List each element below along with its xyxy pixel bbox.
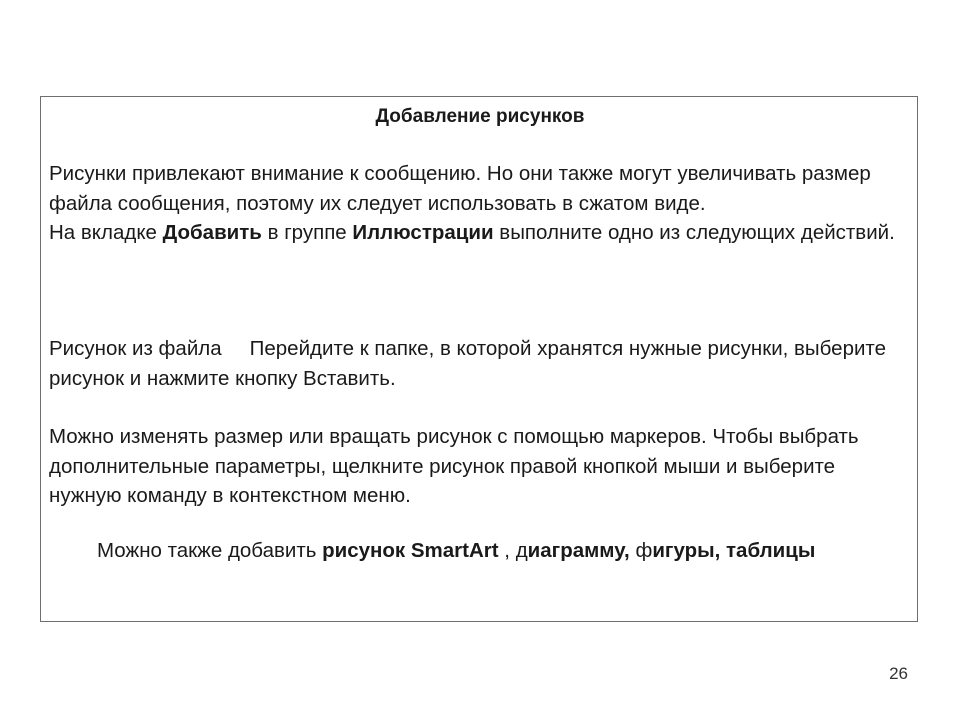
from-file-label: Рисунок из файла [49,337,222,360]
shapes-tables-bold: игуры, таблицы [652,539,816,562]
intro-instruction-pre: На вкладке [49,221,163,244]
slide-title: Добавление рисунков [375,106,585,127]
smartart-mid2: ф [629,539,653,562]
smartart-pre: Можно также добавить [97,539,323,562]
group-name-illustrations: Иллюстрации [352,221,494,244]
smartart-mid1: , д [498,539,528,562]
resize-paragraph: Можно изменять размер или вращать рисунок с помощью маркеров. Чтобы выбрать дополнительные параметры, щелкните рисунок правой кнопкой мыши и выберите нужную команду в контекстном меню. [49,425,859,507]
from-file-text: Перейдите к папке, в которой хранятся нужные рисунки, выберите рисунок и нажмите кнопку Вставить. [49,337,886,390]
page-number: 26 [889,664,908,683]
from-file-paragraph [49,334,909,393]
intro-instruction-mid: в группе [261,221,353,244]
intro-text: Рисунки привлекают внимание к сообщению. Но они также могут увеличивать размер файла сообщения, поэтому их следует использовать в сжатом виде. [49,162,871,215]
tab-name-add: Добавить [162,221,262,244]
diagram-bold: иаграмму, [527,539,630,562]
smartart-paragraph [97,536,897,566]
smartart-bold: рисунок SmartArt [322,539,499,562]
intro-instruction-post: выполните одно из следующих действий. [493,221,895,244]
intro-paragraph [49,159,909,248]
